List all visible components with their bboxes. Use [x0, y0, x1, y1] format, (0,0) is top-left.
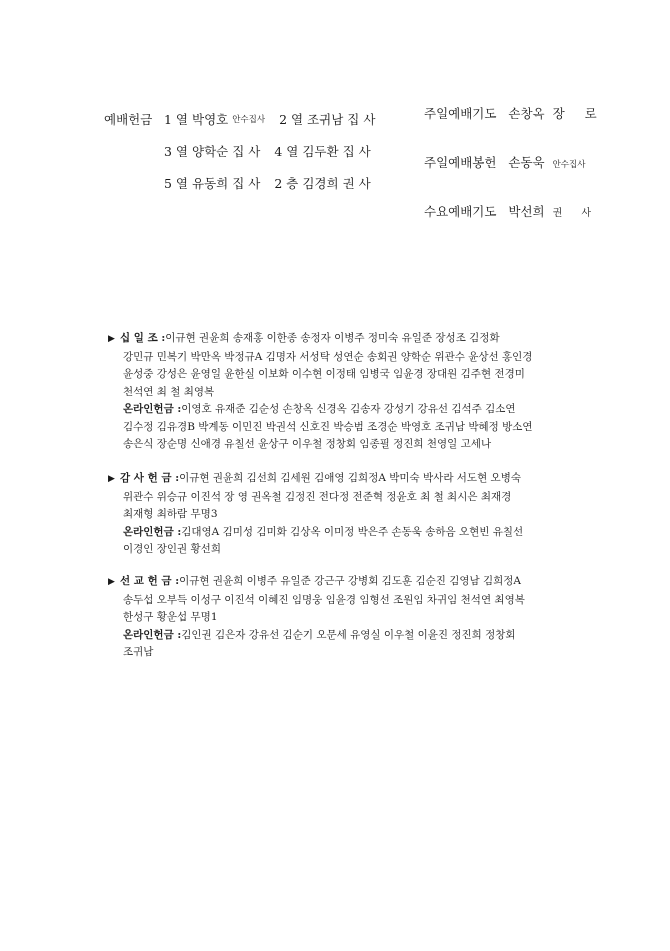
prayer-name: 박선희	[508, 204, 545, 219]
name-line: 이규현 권윤희 이병주 유일준 강근구 강병회 김도훈 김순진 김영남 김희정A	[179, 575, 521, 587]
prayer-title: 장 로	[552, 106, 605, 121]
name-line: 이경인 장인권 황선희	[123, 543, 221, 555]
section-label: 감 사 헌 금 :	[120, 472, 180, 484]
offering-pos: 5 열	[164, 176, 189, 191]
offering-pos: 1 열	[164, 112, 189, 127]
name-line: 윤성중 강성은 윤영일 윤한실 이보화 이수현 이정태 임병국 임윤경 장대원 김주현 전경미	[123, 368, 525, 380]
name-line: 송두섭 오부득 이성구 이진석 이혜진 임명웅 임윤경 임형선 조원임 차귀임 천석연 최영복	[123, 593, 525, 606]
thanksgiving-section	[108, 470, 563, 559]
offering-pos: 3 열	[164, 144, 189, 159]
name-line: 위관수 위승규 이진석 장 영 권옥철 김정진 전다정 전준혁 정윤호 최 철 최시은 최재경	[123, 490, 512, 503]
offering-name: 김두환	[302, 144, 339, 159]
name-line: 천석연 최 철 최영복	[123, 385, 215, 398]
offering-pos: 4 열	[274, 144, 299, 159]
prayer-row	[424, 202, 605, 226]
triangle-icon: ▶	[108, 334, 115, 344]
offering-name: 조귀남	[307, 112, 344, 127]
offering-title: 집 사	[347, 112, 376, 127]
offering-title: 집 사	[232, 144, 261, 159]
offering-ushers	[104, 104, 375, 200]
name-line: 최재형 최하람 무명3	[123, 508, 218, 520]
offering-title: 권 사	[342, 176, 371, 191]
section-label: 선 교 헌 금 :	[120, 575, 180, 587]
name-line: 이규현 권윤희 송재홍 이한종 송정자 이병주 정미숙 유일준 장성조 김정화	[165, 332, 500, 344]
name-line: 강민규 민복기 박만옥 박정규A 김명자 서성탁 성연순 송회권 양학순 위관수 윤상선 홍인경	[123, 350, 533, 363]
prayer-role: 주일예배봉헌	[424, 155, 497, 170]
prayer-role: 수요예배기도	[424, 204, 497, 219]
online-label: 온라인헌금 :	[123, 628, 182, 641]
name-line: 한성구 황운섭 무명1	[123, 611, 218, 623]
prayer-row	[424, 104, 605, 128]
missions-section	[108, 573, 563, 662]
section-label: 십 일 조 :	[120, 332, 166, 344]
offering-name: 유동희	[192, 176, 229, 191]
name-line: 김수정 김유경B 박계동 이민진 박권석 신호진 박승범 조경순 박영호 조귀남 박혜정 방소연	[123, 420, 533, 433]
offering-pos: 2 층	[274, 176, 299, 191]
name-line: 김대영A 김미성 김미화 김상옥 이미정 박은주 손동욱 송하음 오현빈 유칠선	[181, 525, 524, 538]
online-label: 온라인헌금 :	[123, 403, 182, 415]
offering-name: 양학순	[192, 144, 229, 159]
prayer-title: 권 사	[552, 208, 600, 219]
prayer-row	[424, 153, 605, 177]
offering-row	[104, 168, 375, 200]
prayer-title: 안수집사	[552, 160, 586, 170]
offering-title: 안수집사	[232, 115, 266, 125]
prayer-leaders	[424, 104, 605, 226]
triangle-icon: ▶	[108, 474, 115, 484]
offering-title: 집 사	[342, 144, 371, 159]
name-line: 조귀남	[123, 646, 154, 658]
offering-row	[104, 104, 375, 136]
name-line: 김인권 김은자 강유선 김순기 오문세 유영실 이우철 이윤진 정진희 정창회	[181, 628, 516, 641]
prayer-role: 주일예배기도	[424, 106, 497, 121]
name-line: 이규현 권윤희 김선희 김세원 김애영 김희정A 박미숙 박사라 서도현 오병숙	[179, 472, 521, 484]
online-label: 온라인헌금 :	[123, 525, 182, 538]
offering-name: 박영호	[192, 112, 229, 127]
offering-title: 집 사	[232, 176, 261, 191]
offering-row	[104, 136, 375, 168]
name-line: 이영호 유재준 김순성 손창옥 신경옥 김송자 강성기 강유선 김석주 김소연	[181, 403, 516, 415]
tithe-section	[108, 330, 563, 454]
triangle-icon: ▶	[108, 577, 115, 587]
prayer-name: 손동욱	[508, 155, 545, 170]
prayer-name: 손창옥	[508, 106, 545, 121]
offering-name: 김경희	[302, 176, 339, 191]
offering-label: 예배헌금	[104, 112, 153, 127]
name-line: 송은식 장순명 신애경 유칠선 윤상구 이우철 정창회 임종필 정진희 천영일 고세나	[123, 438, 492, 450]
offering-pos: 2 열	[279, 112, 304, 127]
